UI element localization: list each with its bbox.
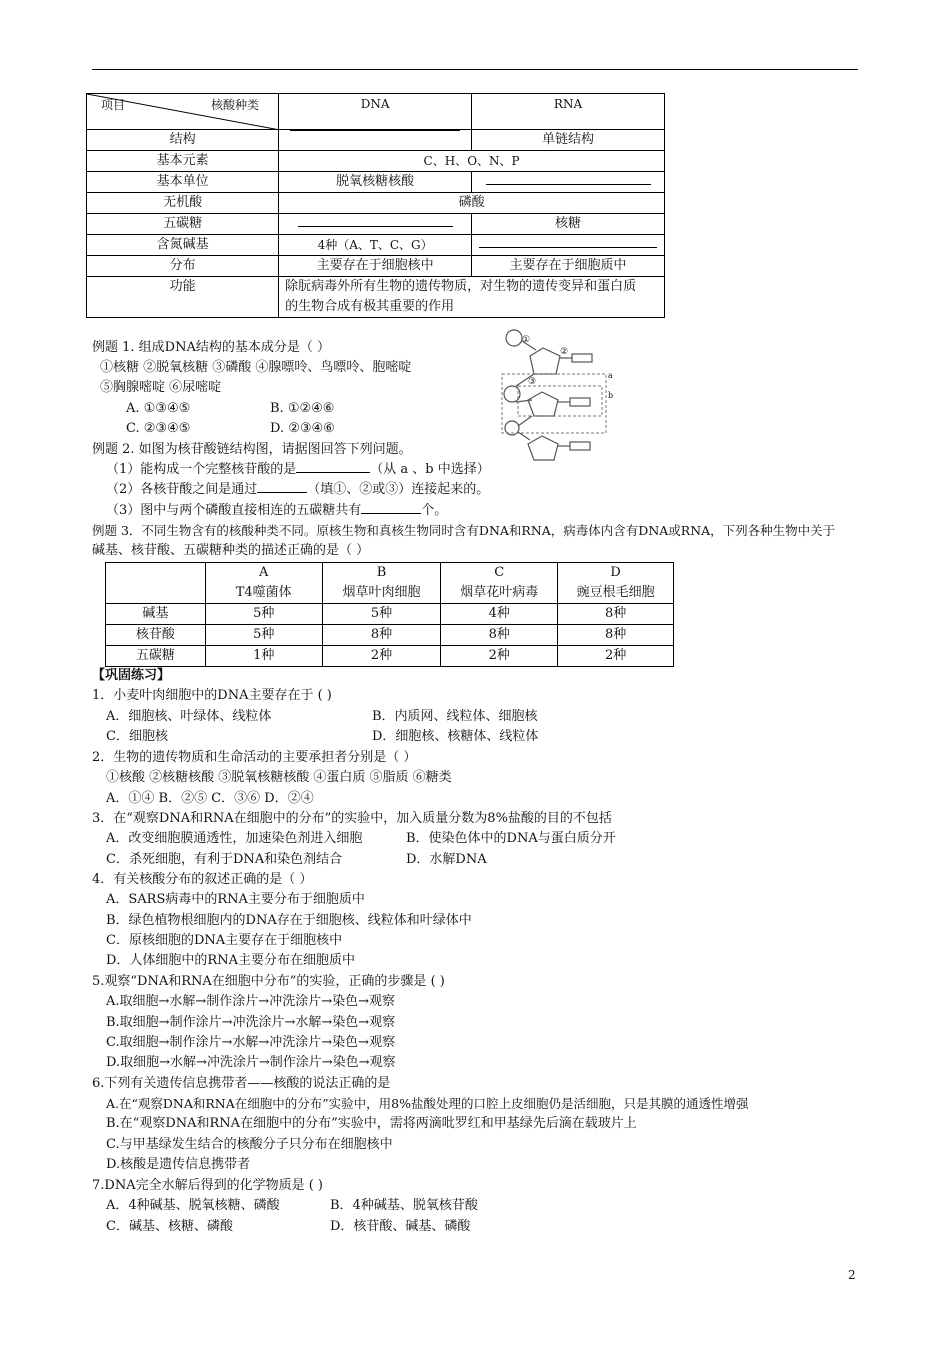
answer-blank	[479, 235, 657, 248]
table-cell: 8种	[322, 625, 441, 646]
table-cell: 8种	[558, 625, 674, 646]
option-header: D 豌豆根毛细胞	[558, 563, 674, 604]
q6-option-a: A.在“观察DNA和RNA在细胞中的分布”实验中，用8%盐酸处理的口腔上皮细胞仍是活细胞，只是其膜的通透性增强	[106, 1096, 749, 1111]
ex1-option-d: D. ②③④⑥	[270, 421, 335, 436]
q1-option-a: A．细胞核、叶绿体、线粒体	[106, 709, 272, 724]
pentose-pentagon	[528, 392, 558, 416]
q4-option-c: C．原核细胞的DNA主要存在于细胞核中	[106, 933, 343, 948]
q3-option-c: C．杀死细胞，有利于DNA和染色剂结合	[106, 852, 343, 867]
ex1-option-b: B. ①②④⑥	[270, 401, 335, 416]
ex2-sub3	[106, 501, 447, 521]
corner-left-label: 项目	[101, 98, 126, 112]
label-1: ①	[522, 335, 531, 345]
row-label: 基本单位	[87, 172, 279, 193]
q1-option-d: D．细胞核、核糖体、线粒体	[372, 729, 539, 744]
function-cell	[279, 277, 665, 318]
base-rect	[570, 398, 590, 406]
header-rna: RNA	[472, 94, 665, 130]
label-2: ②	[560, 347, 569, 357]
corner-cell	[87, 94, 279, 130]
table-cell: 主要存在于细胞核中	[279, 256, 472, 277]
ex1-option-a: A. ①③④⑤	[126, 401, 191, 416]
ex2-sub2-a: （2）各核苷酸之间是通过	[106, 482, 258, 497]
table-cell: 4种（A、T、C、G）	[279, 235, 472, 256]
q5-option-d: D.取细胞→水解→冲洗涂片→制作涂片→染色→观察	[106, 1055, 396, 1070]
q5-option-a: A.取细胞→水解→制作涂片→冲洗涂片→染色→观察	[106, 994, 395, 1009]
row-label: 碱基	[106, 604, 206, 625]
q2: 2．生物的遗传物质和生命活动的主要承担者分别是（ ）	[92, 750, 417, 765]
ex2-sub3-b: 个。	[421, 503, 448, 518]
ex2-sub2	[106, 480, 489, 500]
q3-option-a: A．改变细胞膜通透性，加速染色剂进入细胞	[106, 831, 363, 846]
q6-option-d: D.核酸是遗传信息携带者	[106, 1157, 251, 1172]
table-cell: 脱氧核糖核酸	[279, 172, 472, 193]
dna-structure-cell	[279, 130, 472, 151]
q1: 1．小麦叶肉细胞中的DNA主要存在于 ( )	[92, 688, 332, 703]
pentose-pentagon	[530, 348, 560, 374]
q7-option-c: C．碱基、核糖、磷酸	[106, 1219, 233, 1234]
table-cell: 5种	[205, 604, 322, 625]
row-label: 五碳糖	[87, 214, 279, 235]
q1-option-c: C．细胞核	[106, 729, 168, 744]
option-header: C 烟草花叶病毒	[441, 563, 558, 604]
answer-blank	[290, 118, 460, 131]
q7: 7.DNA完全水解后得到的化学物质是 ( )	[92, 1178, 323, 1193]
q6: 6.下列有关遗传信息携带者——核酸的说法正确的是	[92, 1076, 391, 1091]
ex3-options-table	[105, 562, 674, 667]
ex2-sub1-a: （1）能构成一个完整核苷酸的是	[106, 462, 297, 477]
q5-option-c: C.取细胞→制作涂片→水解→冲洗涂片→染色→观察	[106, 1035, 396, 1050]
answer-blank	[298, 214, 453, 227]
q7-option-a: A．4种碱基、脱氧核糖、磷酸	[106, 1198, 280, 1213]
q7-option-d: D．核苷酸、碱基、磷酸	[330, 1219, 471, 1234]
merged-cell: C、H、O、N、P	[279, 151, 665, 172]
nucleic-acid-table	[86, 93, 665, 318]
dna-sugar-cell	[279, 214, 472, 235]
option-header: B 烟草叶肉细胞	[322, 563, 441, 604]
q2-options: A．①④ B．②⑤ C．③⑥ D．②④	[106, 791, 314, 806]
q5-option-b: B.取细胞→制作涂片→冲洗涂片→水解→染色→观察	[106, 1015, 396, 1030]
ex2-sub1	[106, 460, 490, 480]
q1-option-b: B．内质网、线粒体、细胞核	[372, 709, 538, 724]
base-rect	[572, 354, 592, 362]
q2-list: ①核酸 ②核糖核酸 ③脱氧核糖核酸 ④蛋白质 ⑤脂质 ⑥糖类	[106, 770, 452, 785]
table-cell: 8种	[558, 604, 674, 625]
answer-blank	[486, 172, 651, 185]
table-cell: 2种	[558, 646, 674, 667]
label-b: b	[608, 391, 614, 400]
table-cell: 5种	[205, 625, 322, 646]
q3-option-d: D．水解DNA	[406, 852, 487, 867]
table-cell: 核糖	[472, 214, 665, 235]
q5: 5.观察“DNA和RNA在细胞中分布”的实验，正确的步骤是 ( )	[92, 974, 445, 989]
ex3-question-1: 例题 3．不同生物含有的核酸种类不同。原核生物和真核生物同时含有DNA和RNA，病毒体内含有DNA或RNA，下列各种生物中关于	[92, 523, 836, 538]
corner-right-label: 核酸种类	[211, 98, 260, 112]
q3-option-b: B．使染色体中的DNA与蛋白质分开	[406, 831, 616, 846]
ex2-question: 例题 2. 如图为核苷酸链结构图，请据图回答下列问题。	[92, 442, 412, 457]
empty-cell	[106, 563, 206, 604]
ex1-option-c: C. ②③④⑤	[126, 421, 191, 436]
ex2-sub1-b: （从 a 、b 中选择）	[370, 462, 490, 477]
ex1-question: 例题 1. 组成DNA结构的基本成分是（ ）	[92, 340, 330, 355]
ex1-line1: ①核糖 ②脱氧核糖 ③磷酸 ④腺嘌呤、鸟嘌呤、胞嘧啶	[100, 360, 412, 375]
option-header: A T4噬菌体	[205, 563, 322, 604]
header-dna: DNA	[279, 94, 472, 130]
q6-option-c: C.与甲基绿发生结合的核酸分子只分布在细胞核中	[106, 1137, 393, 1152]
table-cell: 8种	[441, 625, 558, 646]
ex3-question-2: 碱基、核苷酸、五碳糖种类的描述正确的是（ ）	[92, 543, 370, 558]
q4-option-d: D．人体细胞中的RNA主要分布在细胞质中	[106, 953, 355, 968]
q3: 3．在“观察DNA和RNA在细胞中的分布”的实验中，加入质量分数为8%盐酸的目的不包括	[92, 811, 612, 826]
function-text-2: 的生物合成有极其重要的作用	[285, 299, 455, 314]
label-3: ③	[528, 377, 537, 387]
ex2-sub3-a: （3）图中与两个磷酸直接相连的五碳糖共有	[106, 503, 362, 518]
row-label: 无机酸	[87, 193, 279, 214]
row-label: 结构	[87, 130, 279, 151]
row-label: 功能	[87, 277, 279, 318]
header-rule	[92, 69, 858, 70]
q7-option-b: B．4种碱基、脱氧核苷酸	[330, 1198, 478, 1213]
table-cell: 1种	[205, 646, 322, 667]
ex2-sub2-b: （填①、②或③）连接起来的。	[307, 482, 490, 497]
answer-blank	[361, 501, 421, 514]
q4: 4．有关核酸分布的叙述正确的是（ ）	[92, 872, 313, 887]
merged-cell: 磷酸	[279, 193, 665, 214]
nucleotide-chain-diagram	[498, 328, 628, 468]
ex1-line2: ⑤胸腺嘧啶 ⑥尿嘧啶	[100, 380, 222, 395]
q4-option-a: A．SARS病毒中的RNA主要分布于细胞质中	[106, 892, 365, 907]
rna-unit-cell	[472, 172, 665, 193]
practice-heading: 【巩固练习】	[92, 668, 171, 683]
page-number: 2	[848, 1268, 856, 1282]
answer-blank	[257, 480, 307, 493]
label-a: a	[608, 371, 613, 380]
base-rect	[570, 442, 590, 450]
answer-blank	[296, 460, 370, 473]
q4-option-b: B．绿色植物根细胞内的DNA存在于细胞核、线粒体和叶绿体中	[106, 913, 472, 928]
table-cell: 5种	[322, 604, 441, 625]
table-cell: 2种	[322, 646, 441, 667]
table-cell: 4种	[441, 604, 558, 625]
row-label: 分布	[87, 256, 279, 277]
row-label: 基本元素	[87, 151, 279, 172]
pentose-pentagon	[528, 436, 558, 460]
table-cell: 单链结构	[472, 130, 665, 151]
row-label: 五碳糖	[106, 646, 206, 667]
row-label: 含氮碱基	[87, 235, 279, 256]
function-text-1: 除朊病毒外所有生物的遗传物质，对生物的遗传变异和蛋白质	[285, 279, 637, 294]
table-cell: 2种	[441, 646, 558, 667]
phosphate-circle	[506, 330, 522, 346]
row-label: 核苷酸	[106, 625, 206, 646]
table-cell: 主要存在于细胞质中	[472, 256, 665, 277]
q6-option-b: B.在“观察DNA和RNA在细胞中的分布”实验中，需将两滴吡罗红和甲基绿先后滴在载玻片上	[106, 1116, 637, 1131]
rna-base-cell	[472, 235, 665, 256]
